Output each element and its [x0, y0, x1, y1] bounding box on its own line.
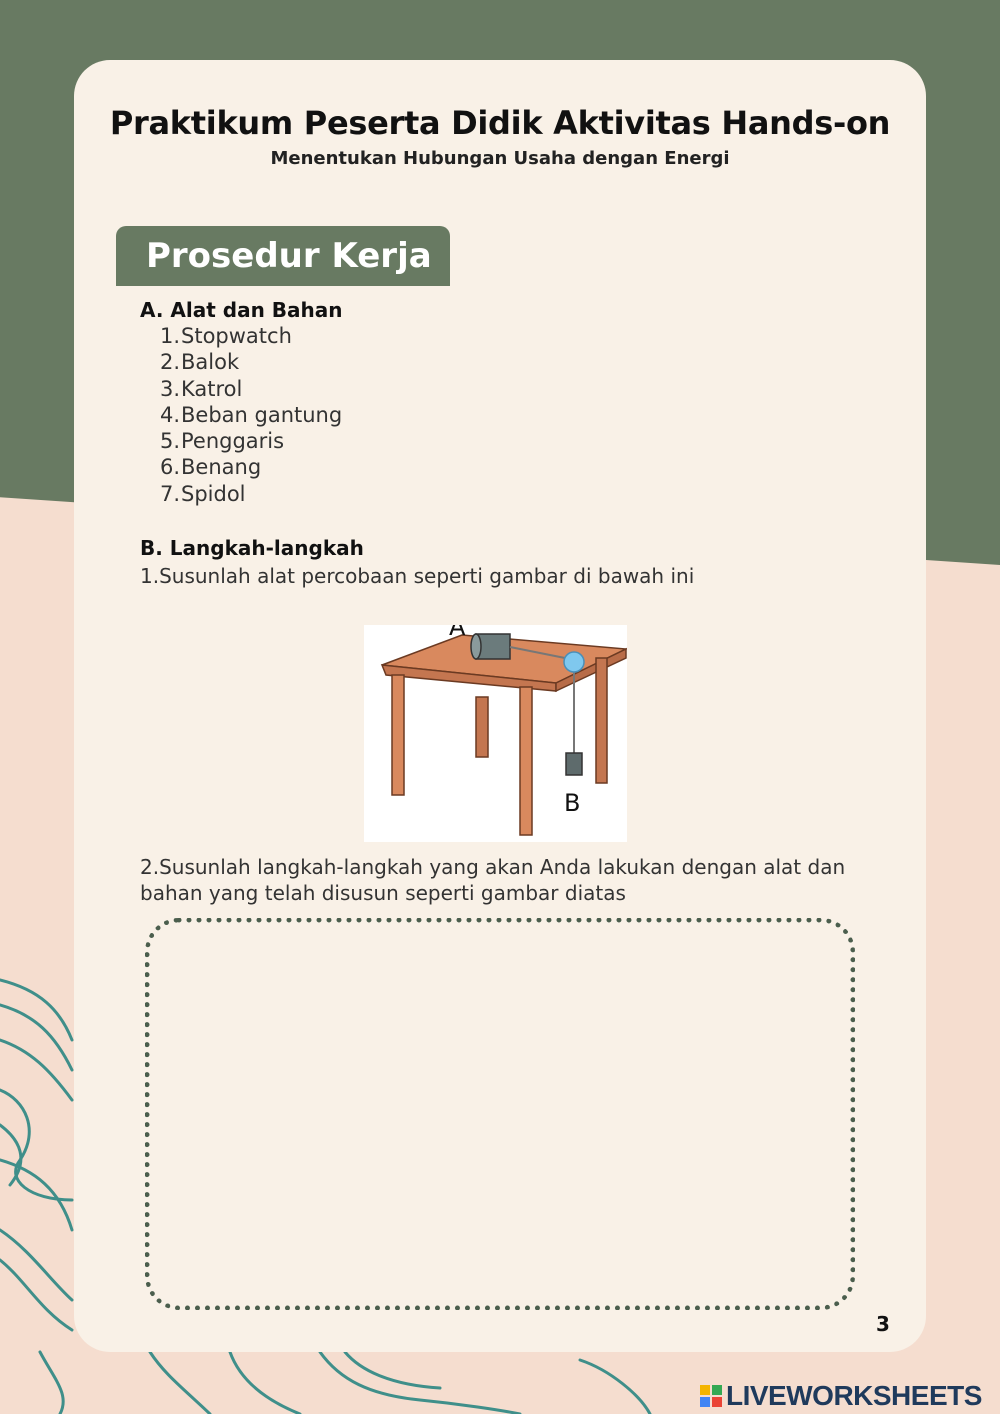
- brand-text: LIVEWORKSHEETS: [726, 1380, 982, 1411]
- list-item: 6. Benang: [159, 455, 262, 480]
- table-pulley-illustration: [364, 625, 627, 842]
- list-item: 2. Balok: [159, 350, 240, 375]
- page-title: Praktikum Peserta Didik Aktivitas Hands-on: [109, 104, 891, 142]
- heading-langkah: B. Langkah-langkah: [140, 536, 364, 560]
- list-item: 3. Katrol: [159, 376, 243, 401]
- section-title-badge: Prosedur Kerja: [116, 226, 450, 286]
- step-2-text-line2: bahan yang telah disusun seperti gambar diatas: [140, 881, 626, 905]
- liveworksheets-logo: [700, 1380, 982, 1412]
- heading-alat-bahan: A. Alat dan Bahan: [140, 298, 343, 322]
- list-item: 7. Spidol: [159, 481, 246, 506]
- materials-list: [140, 323, 342, 507]
- list-item: 4. Beban gantung: [159, 402, 343, 427]
- liveworksheets-icon: [700, 1385, 722, 1407]
- figure-label-b: B: [564, 789, 581, 817]
- list-item: 1. Stopwatch: [159, 324, 292, 348]
- page-number: 3: [876, 1312, 890, 1336]
- page-subtitle: Menentukan Hubungan Usaha dengan Energi: [270, 148, 730, 169]
- list-item: 5. Penggaris: [159, 429, 285, 454]
- step-2-text-line1: 2.Susunlah langkah-langkah yang akan Anda lakukan dengan alat dan: [140, 855, 846, 879]
- step-1-text: 1.Susunlah alat percobaan seperti gambar di bawah ini: [140, 564, 695, 588]
- figure-label-a: A: [449, 625, 466, 641]
- answer-text-box[interactable]: [145, 918, 855, 1310]
- experiment-figure: [364, 625, 627, 842]
